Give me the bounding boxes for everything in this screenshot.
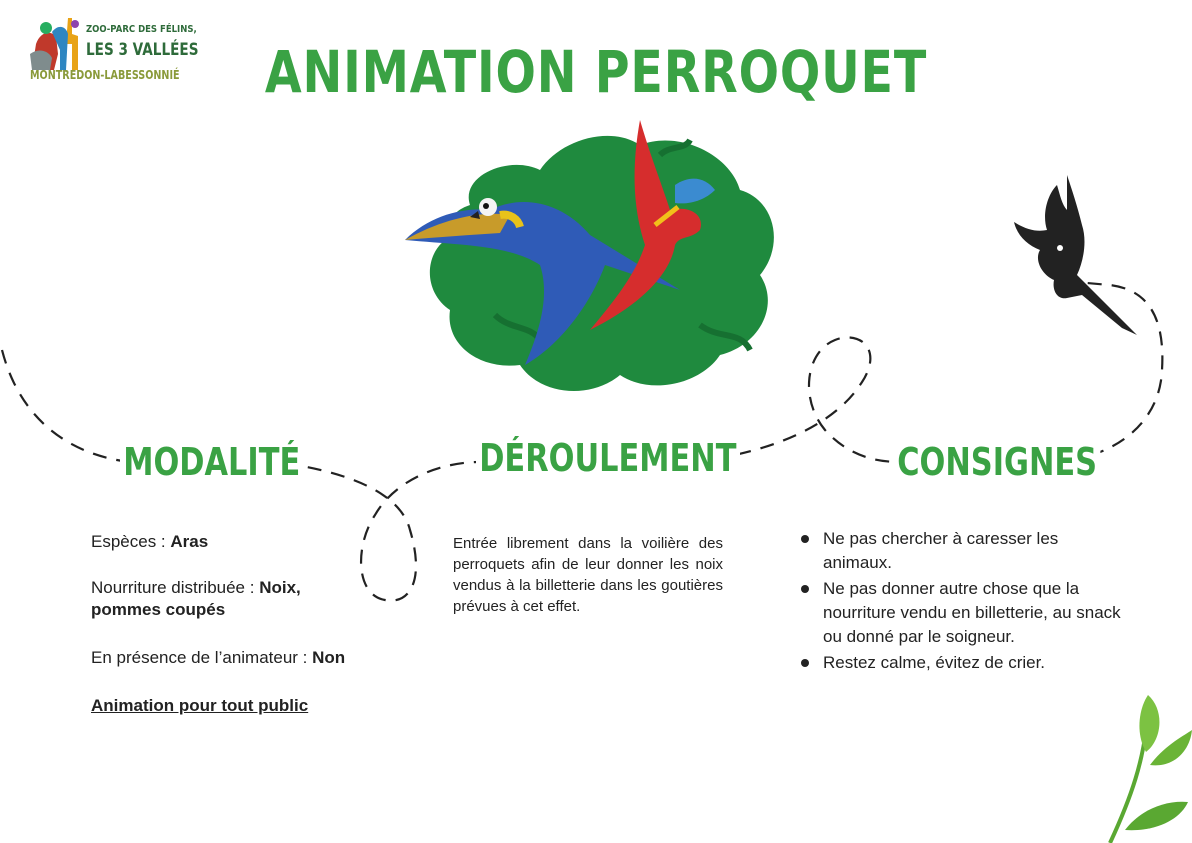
page-title: ANIMATION PERROQUET bbox=[264, 38, 928, 106]
consignes-section bbox=[799, 527, 1129, 677]
animals-logo-icon bbox=[28, 14, 88, 72]
heading-consignes: CONSIGNES bbox=[894, 440, 1100, 484]
logo-line-3: MONTREDON-LABESSONNIÉ bbox=[30, 68, 180, 82]
list-item: Ne pas donner autre chose que la nourriture vendu en billetterie, au snack ou donné par le soigneur. bbox=[799, 577, 1129, 649]
heading-deroulement: DÉROULEMENT bbox=[476, 436, 740, 480]
list-item: Ne pas chercher à caresser les animaux. bbox=[799, 527, 1129, 575]
deroulement-section bbox=[453, 533, 723, 617]
deroulement-text: Entrée librement dans la voilière des perroquets afin de leur donner les noix vendus à la billetterie dans les goutières prévues à cet effet. bbox=[453, 535, 723, 615]
public-note: Animation pour tout public bbox=[91, 696, 309, 715]
logo-line-2: LES 3 VALLÉES bbox=[86, 40, 199, 60]
parrots-illustration bbox=[400, 115, 790, 405]
presence-line: En présence de l’animateur : Non bbox=[91, 648, 346, 667]
list-item: Restez calme, évitez de crier. bbox=[799, 651, 1129, 675]
parrot-silhouette-icon bbox=[1012, 170, 1142, 340]
heading-modalite: MODALITÉ bbox=[120, 440, 303, 484]
logo-line-1: ZOO-PARC DES FÉLINS, bbox=[86, 24, 197, 35]
modalite-section bbox=[91, 531, 356, 717]
leaves-icon bbox=[1100, 690, 1192, 843]
species-line: Espèces : Aras bbox=[91, 532, 209, 551]
consignes-list bbox=[799, 527, 1129, 675]
food-line: Nourriture distribuée : Noix, pommes coupés bbox=[91, 578, 301, 619]
